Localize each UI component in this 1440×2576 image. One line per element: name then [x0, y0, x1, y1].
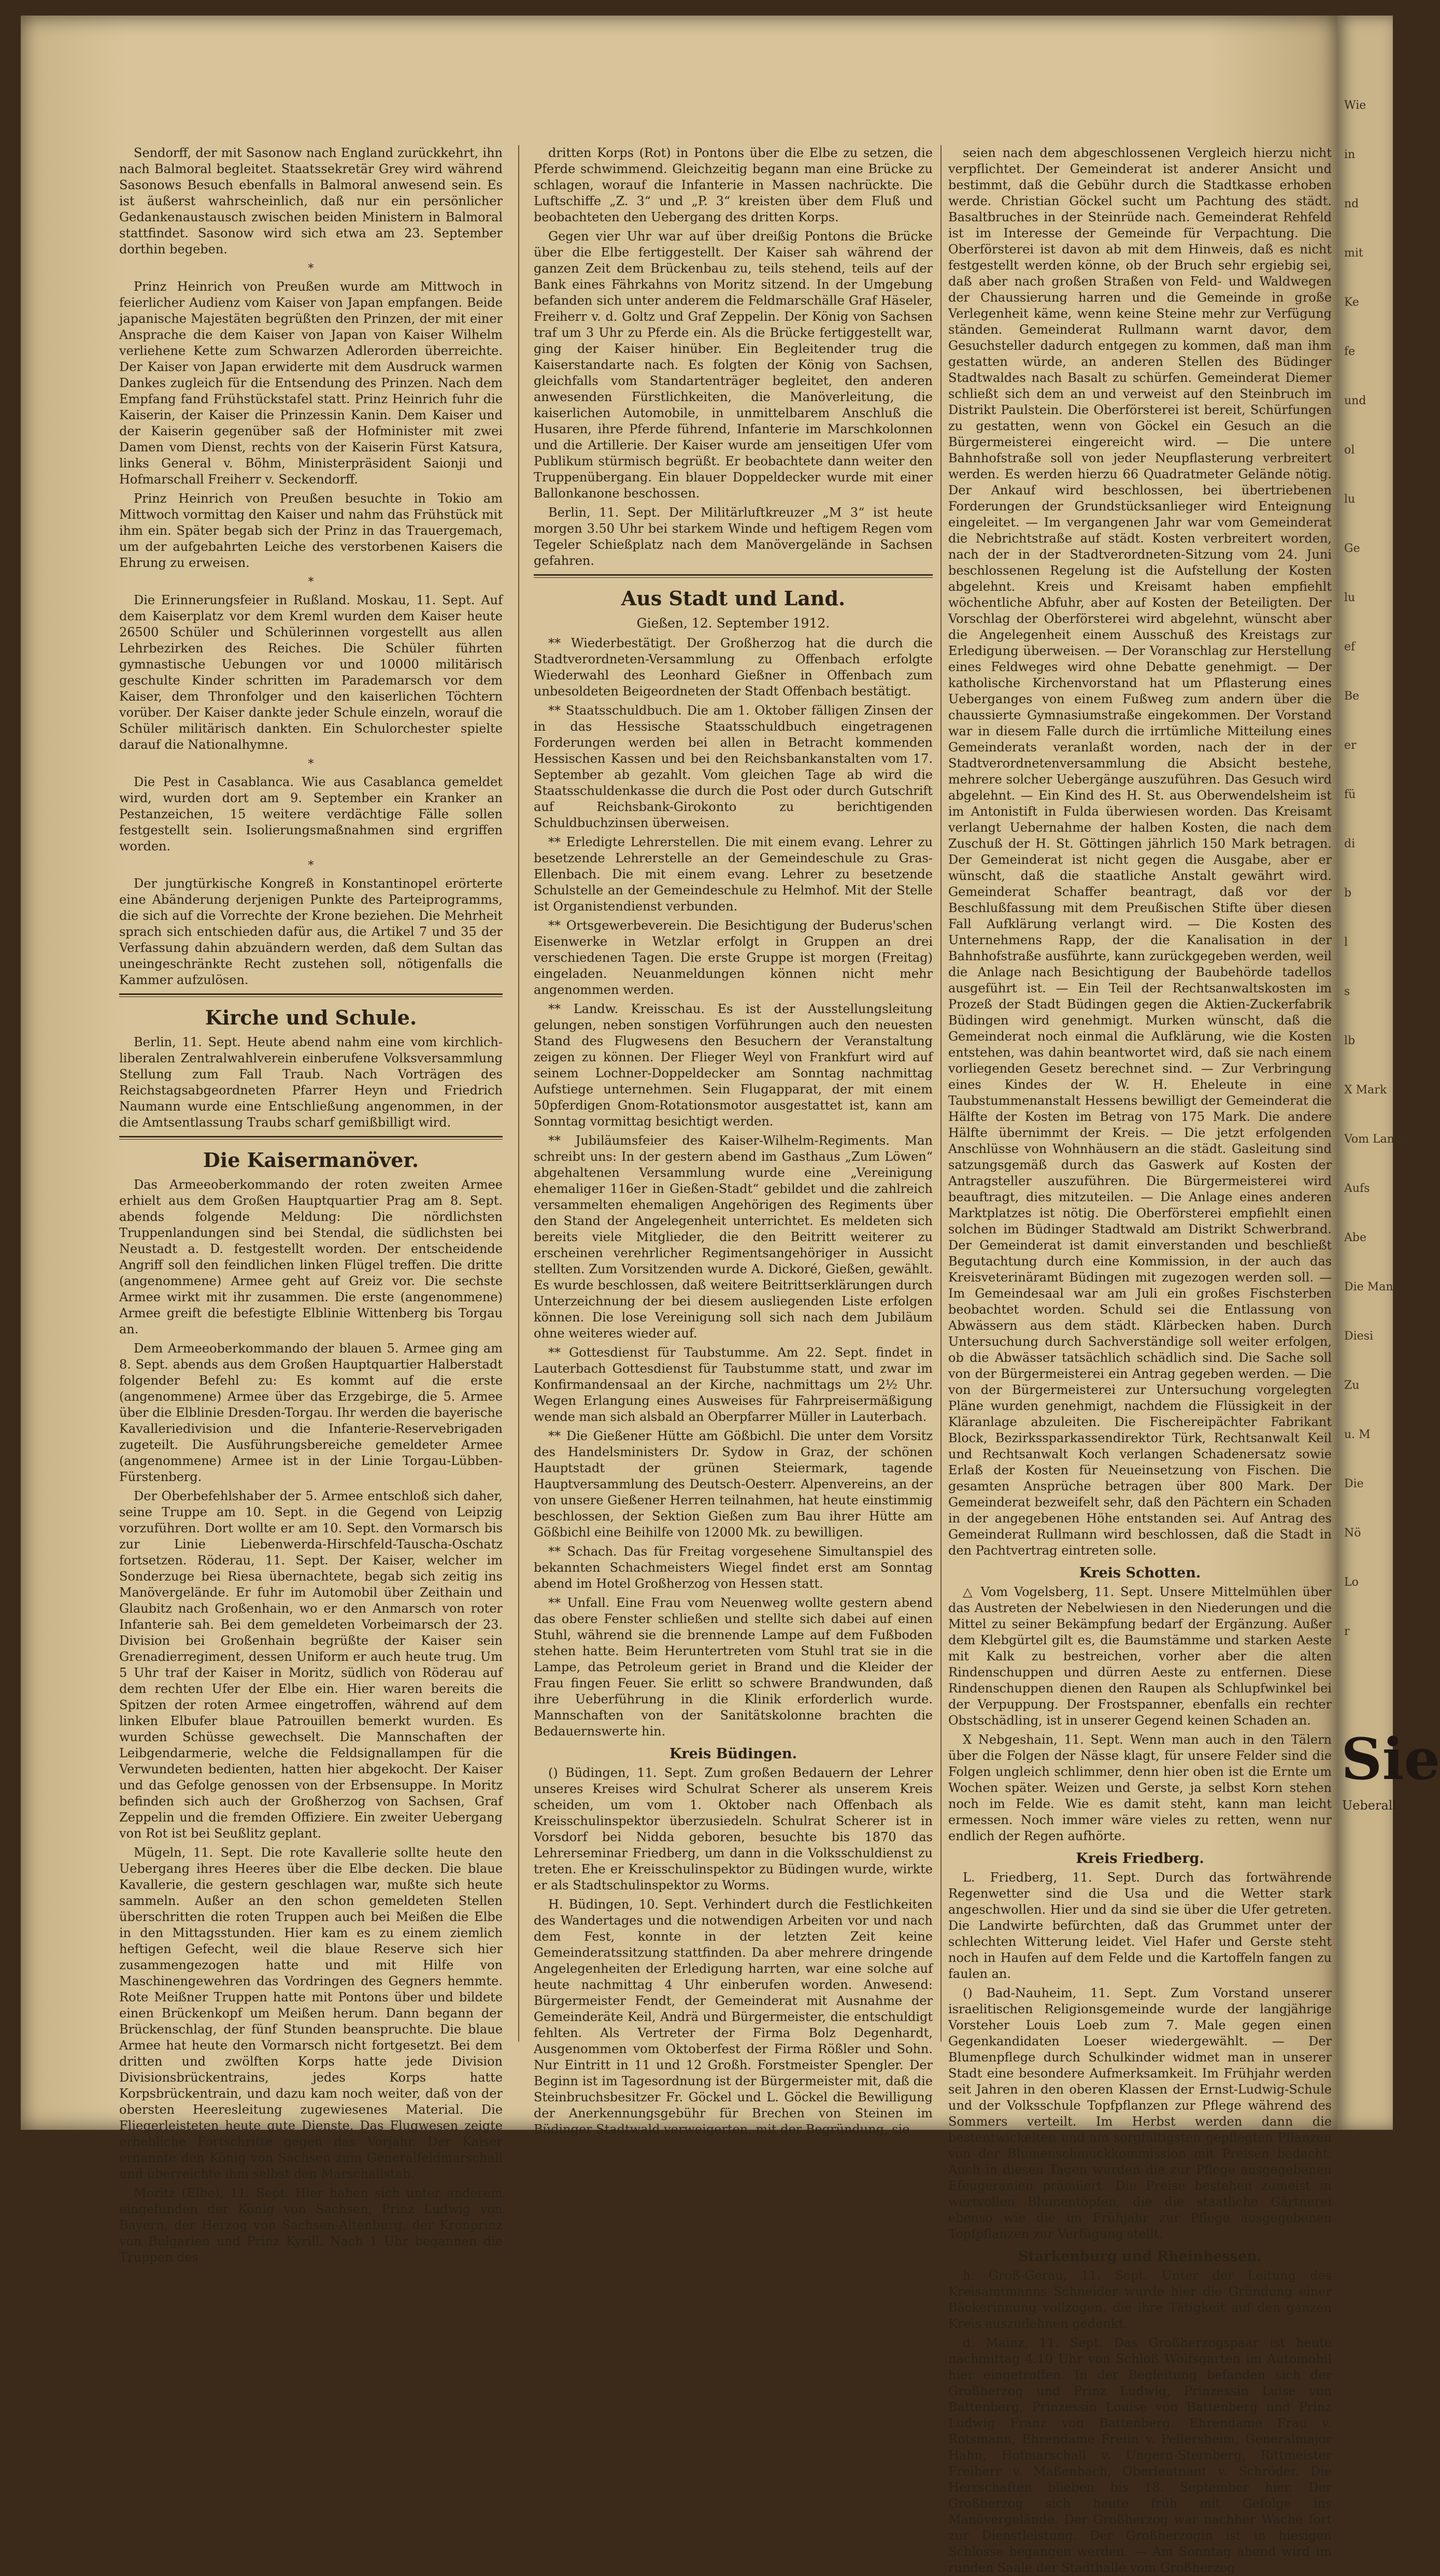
article-text: ** Die Gießener Hütte am Gößbichl. Die unter dem Vorsitz des Handelsministers Dr. Sydow in Graz, der schönen Hauptstadt der grünen Steiermark, tagende Hauptversammlung des Deutsch-Oesterr. Alpenvereins, an der von unsere Gießener Herren teilnahmen, hat heute einstimmig beschlossen, der Sektion Gießen zum Bau ihrer Hütte am Gößbichl eine Beihilfe von 12000 Mk. zu bewilligen. — [534, 1429, 933, 1540]
article-text: Das Armeeoberkommando der roten zweiten Armee erhielt aus dem Großen Hauptquartier Prag am 8. Sept. abends folgende Meldung: Die nördlichsten Truppenlandungen sind bei Stendal, die südlichsten bei Neustadt a. D. festgestellt worden. Der entscheidende Angriff soll den feindlichen linken Flügel treffen. Die dritte (angenommene) Armee geht auf Greiz vor. Die sechste Armee wirkt mit ihr zusammen. Die erste (angenommene) Armee greift die befestigte Elblinie Wittenberg bis Torgau an. — [119, 1177, 503, 1336]
adjacent-page-fragment: Vom Lands — [1344, 1133, 1408, 1146]
article-text: () Büdingen, 11. Sept. Zum großen Bedauern der Lehrer unseres Kreises wird Schulrat Scherer als unserem Kreis scheiden, um vom 1. Oktober nach Offenbach als Kreisschulinspektor überzusiedeln. Schulrat Scherer ist in Vorsdorf bei Nidda geboren, besuchte bis 1870 das Lehrerseminar Friedberg, um dann in die Volksschuldienst zu treten. Ehe er Kreisschulinspektor zu Büdingen wurde, wirkte er als Stadtschulinspektor zu Worms. — [534, 1766, 933, 1892]
adjacent-page-fragment: Ge — [1344, 542, 1360, 555]
article-text: Prinz Heinrich von Preußen wurde am Mittwoch in feierlicher Audienz vom Kaiser von Japan empfangen. Beide japanische Majestäten begrüßten den Prinzen, der mit einer Ansprache die dem Kaiser von Japan von Kaiser Wilhelm verliehene Kette zum Schwarzen Adlerorden überreichte. Der Kaiser von Japan erwiderte mit dem Ausdruck warmen Dankes zugleich für die Entsendung des Prinzen. Nach dem Empfang fand Frühstückstafel statt. Prinz Heinrich fuhr die Kaiserin, der Kaiser die Prinzessin Kanin. Dem Kaiser und der Kaiserin gegenüber saß der Hofminister mit zwei Damen vom Dienst, rechts von der Kaiserin Fürst Katsura, links General v. Böhm, Ministerpräsident Saionji und Hofmarschall Freiherr v. Seckendorff. — [119, 279, 503, 487]
adjacent-page-fragment: fü — [1344, 788, 1356, 801]
column-left — [119, 145, 503, 2265]
section-heading: Aus Stadt und Land. — [621, 587, 846, 610]
article-text: Gegen vier Uhr war auf über dreißig Pontons die Brücke über die Elbe fertiggestellt. Der Kaiser sah während der ganzen Zeit dem Brückenbau zu, teils stehend, teils auf der Bank eines Fährkahns von Moritz sitzend. In der Umgebung befanden sich unter anderem die Feldmarschälle Graf Häseler, Freiherr v. d. Goltz und Graf Zeppelin. Der König von Sachsen traf um 3 Uhr zu Pferde ein. Als die Brücke fertiggestellt war, ging der Kaiser hinüber. Ein Begleitender trug die Kaiserstandarte nach. Es folgten der König von Sachsen, gleichfalls vom Standartenträger begleitet, den anderen anwesenden Fürstlichkeiten, die Manöverleitung, die kaiserlichen Automobile, in unmittelbarem Anschluß die Husaren, ihre Pferde führend, Infanterie im Marschkolonnen und die Artillerie. Der Kaiser wurde am jenseitigen Ufer vom Publikum stürmisch begrüßt. Er beobachtete dann weiter den Truppenübergang. Ein blauer Doppeldecker wurde mit einer Ballonkanone beschossen. — [534, 229, 933, 501]
subsection-heading: Kreis Friedberg. — [1076, 1851, 1204, 1867]
section-heading: Kirche und Schule. — [205, 1006, 417, 1029]
adjacent-page-fragment: Diesi — [1344, 1330, 1374, 1343]
article-text: Prinz Heinrich von Preußen besuchte in Tokio am Mittwoch vormittag den Kaiser und nahm das Frühstück mit ihm ein. Später begab sich der Prinz in das Trauergemach, um der aufgebahrten Leiche des verstorbenen Kaisers die Ehrung zu erweisen. — [119, 491, 503, 570]
article-text: ** Wiederbestätigt. Der Großherzog hat die durch die Stadtverordneten-Versammlung zu Offenbach erfolgte Wiederwahl des Leonhard Gießner in Offenbach zum unbesoldeten Beigeordneten der Stadt Offenbach bestätigt. — [534, 636, 933, 699]
article-text: seien nach dem abgeschlossenen Vergleich hierzu nicht verpflichtet. Der Gemeinderat ist anderer Ansicht und bestimmt, daß die Gebühr durch die Stadtkasse erhoben werde. Christian Göckel sucht um Pachtung des städt. Basaltbruches in der Steinrüde nach. Gemeinderat Rehfeld ist im Interesse der Gemeinde für Verpachtung. Die Oberförsterei ist davon ab mit dem Hinweis, daß es nicht festgestellt werden könne, ob der Bruch sehr ergiebig sei, daß aber nach großen Straßen von Feld- und Waldwegen der Chaussierung harren und die Gemeinde in große Verlegenheit käme, wenn keine Steine mehr zur Verfügung ständen. Gemeinderat Rullmann warnt davor, dem Gesuchsteller dadurch entgegen zu kommen, daß man ihm gestatten würde, an anderen Stellen des Büdinger Stadtwaldes nach Basalt zu schürfen. Gemeinderat Diemer schließt sich dem an und verweist auf den Steinbruch im Distrikt Paulstein. Die Oberförsterei ist bereit, Schürfungen zu gestatten, wenn von Göckel ein Gesuch an die Bürgermeisterei eingereicht wird. — Die untere Bahnhofstraße soll von jeder Neupflasterung verbreitert werden. Es werden hierzu 66 Quadratmeter Gelände nötig. Der Ankauf wird beschlossen, bei übertriebenen Forderungen der Grundstücksanlieger wird Enteignung eingeleitet. — Im vergangenen Jahr war vom Gemeinderat die Nebrichtstraße auf städt. Kosten verbreitert worden, nach der in der Stadtverordneten-Sitzung vom 24. Juni beschlossenen Regelung ist die Aufstellung der Kosten abgelehnt. Kreis und Kreisamt haben empfiehlt wöchentliche Abfuhr, aber auf Kosten der Beteiligten. Der Vorschlag der Oberförsterei wird abgelehnt, wünscht aber die Angelegenheit einem Ausschuß des Kreistags zur Erledigung überweisen. — Der Voranschlag zur Herstellung eines Feldweges wird ohne Debatte genehmigt. — Der katholische Kirchenvorstand hat um Pflasterung eines Ueberganges von einem Fußweg zum andern über die chaussierte Gymnasiumstraße eingekommen. Der Vorstand war in diesem Falle durch die irrtümliche Mitteilung eines Gemeinderats veranlaßt worden, nach der in der Stadtverordnetenversammlung die Absicht bestehe, mehrere solcher Uebergänge auszuführen. Das Gesuch wird abgelehnt. — Ein Kind des H. St. aus Oberwendelsheim ist im Antonistift in Fulda überwiesen worden. Das Kreisamt verlangt Uebernahme der halben Kosten, die nach dem Zuschuß der H. St. Göttingen jährlich 150 Mark betragen. Der Gemeinderat ist nicht gegen die Ausgabe, aber er wünscht, daß die staatliche Anstalt gewährt wird. Gemeinderat Schaffer beantragt, daß vor der Beschlußfassung mit dem Preußischen Stifte über diesen Fall Aufklärung verlangt wird. — Die Kosten des Unternehmens Rapp, der die Kanalisation in der Bahnhofstraße ausführte, kann zurückgegeben werden, weil die Anlage nach Besichtigung der Baubehörde tadellos ausgeführt ist. — Ein Teil der Rechtsanwaltskosten im Prozeß der Stadt Büdingen gegen die Aktien-Zuckerfabrik Büdingen wird genehmigt. Murken wünscht, daß die Gemeinderat noch einmal die Aufklärung, wie die Kosten entstehen, was dahin beantwortet wird, daß sie nach einem vorliegenden Gesetz berechnet sind. — Zur Verbringung eines Kindes der W. H. Eheleute in eine Taubstummenanstalt Hessens bewilligt der Gemeinderat die Hälfte der Kosten im Betrag von 175 Mark. Die andere Hälfte übernimmt der Kreis. — Die jetzt erfolgenden Anschlüsse von Wohnhäusern an die städt. Gasleitung sind satzungsgemäß durch das Gaswerk auf Kosten der Antragsteller auszuführen. Die Bürgermeisterei wird beauftragt, dies mitzuteilen. — Die Anlage eines anderen Marktplatzes ist nötig. Die Oberförsterei empfiehlt einen solchen im Büdinger Stadtwald am Distrikt Schwerbrand. Der Gemeinderat ist damit einverstanden und beschließt Begutachtung durch eine Kommission, in der auch das Kreisveterinäramt Büdingen mit zugezogen werden soll. — Im Gemeindesaal war am Juli ein großes Fischsterben beobachtet worden. Schuld sei die Entlassung von Abwässern aus dem städt. Klärbecken haben. Durch Untersuchung durch Sachverständige soll weiter erfolgen, ob die Abwässer tatsächlich schädlich sind. Die Sache soll von der Bürgermeisterei ein Antrag gegeben werden. — Die von der Bürgermeisterei zur Untersuchung vorgelegten Pläne wurden genehmigt, nachdem die Flüssigkeit in der Kläranlage abzuleiten. Die Fischereipächter Fabrikant Block, Bezirkssparkassendirektor Türk, Rechtsanwalt Keil und Rechtsanwalt Koch verlangen Schadenersatz sowie Erlaß der Kosten für Neueinsetzung von Fischen. Die gesamten Ansprüche betragen über 800 Mark. Der Gemeinderat bezweifelt sehr, daß den Pächtern ein Schaden in der angegebenen Höhe entstanden sei. Auf Antrag des Gemeinderat Rullmann wird beschlossen, daß die Stadt in den Pachtvertrag eintreten solle. — [948, 146, 1332, 1558]
adjacent-page-fragment: ol — [1344, 444, 1355, 457]
adjacent-page-fragment: X Mark — [1344, 1084, 1387, 1097]
article-text: Der jungtürkische Kongreß in Konstantinopel erörterte eine Abänderung derjenigen Punkte des Parteiprogramms, die sich auf die Vorrechte der Krone beziehen. Die Mehrheit sprach sich entschieden dafür aus, die Artikel 7 und 35 der Verfassung dahin abzuändern werden, daß dem Sultan das uneingeschränkte Recht zustehen soll, nötigenfalls die Kammer aufzulösen. — [119, 876, 503, 987]
adjacent-page-fragment: lu — [1344, 493, 1356, 506]
adjacent-page-fragment: er — [1344, 739, 1357, 752]
separator-star: * — [308, 576, 314, 589]
adjacent-ad-text: Ueberall — [1342, 1798, 1397, 1813]
adjacent-page-fragment: mit — [1344, 247, 1363, 260]
article-text: h. Groß-Gerau, 11. Sept. Unter der Leitung des Kreisamtmanns Schneider wurde hier die Gründung einer Bäckerinnung vollzogen, die ihre Tätigkeit auf den ganzen Kreis auszudehnen gedenkt. — [948, 2268, 1332, 2331]
adjacent-page-fragment: l — [1344, 936, 1348, 949]
dateline: Gießen, 12. September 1912. — [636, 616, 830, 631]
adjacent-page-fragment: s — [1344, 985, 1350, 998]
adjacent-page-fragment: b — [1344, 887, 1352, 900]
separator-star: * — [308, 859, 314, 872]
article-text: ** Gottesdienst für Taubstumme. Am 22. Sept. findet in Lauterbach Gottesdienst für Taubstumme statt, und zwar im Konfirmandensaal an der Kirche, nachmittags um 2½ Uhr. Wegen Erlangung eines Ausweises für Fahrpreisermäßigung wende man sich alsbald an Oberpfarrer Müller in Lauterbach. — [534, 1345, 933, 1424]
article-text: Sendorff, der mit Sasonow nach England zurückkehrt, ihn nach Balmoral begleitet. Staatssekretär Grey wird während Sasonows Besuch ebenfalls in Balmoral anwesend sein. Es ist äußerst wahrscheinlich, daß nur ein persönlicher Gedankenaustausch zwischen beiden Ministern in Balmoral stattfindet. Sasonow wird sich etwa am 23. September dorthin begeben. — [119, 146, 503, 257]
subsection-heading: Starkenburg und Rheinhessen. — [1018, 2248, 1262, 2265]
adjacent-page-fragment: Lo — [1344, 1576, 1359, 1589]
adjacent-page-fragment: Abe — [1344, 1231, 1366, 1244]
subsection-heading: Kreis Büdingen. — [669, 1746, 797, 1762]
article-text: ** Erledigte Lehrerstellen. Die mit einem evang. Lehrer zu besetzende Lehrerstelle an der Gemeindeschule zu Gras-Ellenbach. Die mit einem evang. Lehrer zu besetzende Schulstelle an der Gemeindeschule zu Helmhof. Mit der Stelle ist Organistendienst verbunden. — [534, 835, 933, 914]
article-text: Berlin, 11. Sept. Der Militärluftkreuzer „M 3“ ist heute morgen 3.50 Uhr bei starkem Winde und heftigem Regen vom Tegeler Schießplatz nach dem Manövergelände in Sachsen gefahren. — [534, 505, 933, 568]
adjacent-page-fragment: Nö — [1344, 1527, 1361, 1540]
adjacent-page-fragment: in — [1344, 148, 1356, 161]
article-text: ** Schach. Das für Freitag vorgesehene Simultanspiel des bekannten Schachmeisters Wiegel findet erst am Sonntag abend im Hotel Großherzog von Hessen statt. — [534, 1544, 933, 1591]
article-text: d. Mainz, 11. Sept. Das Großherzogspaar ist heute nachmittag 4.10 Uhr von Schloß Wolfsgarten im Automobil hier eingetroffen. In der Begleitung befanden sich der Großherzog und Prinz Ludwig, Prinzessin Luise von Battenberg, Prinzessin Louise von Battenberg und Prinz Ludwig Franz von Battenberg. Ehrendame Frau v. Rotsmann, Ehrendame Freiin v. Pellersheim, Generalmajor Hahn, Hofmarschall v. Ungern-Sternberg, Rittmeister Freiherr v. Maßenbach, Oberleutnant v. Schröder. Die Herrschaften blieben bis 18. September hier. Der Großherzog sich heute früh mit Gefolge ins Manövergelände. Der Großherzog war nachher Wache fort zur Dienstleistung. Der Großherzogin ist in hiesigen Schlosse begangen werden. — Am Sonntag abend wird im runden Saale der Stadthalle vom Großherzog — [948, 2336, 1332, 2575]
article-text: Mügeln, 11. Sept. Die rote Kavallerie sollte heute den Uebergang ihres Heeres über die Elbe decken. Die blaue Kavallerie, die gestern geschlagen war, mußte sich heute sammeln. Außer an den schon gemeldeten Stellen überschritten die roten Truppen auch bei Meißen die Elbe in den Mittagsstunden. Hier kam es zu einem ziemlich heftigen Gefecht, weil die blaue Reserve sich hier zusammengezogen hatte und mit Hilfe von Maschinengewehren das Vordringen des Gegners hemmte. Rote Meißner Truppen hatte mit Pontons über und bildete einen Brückenkopf um Meißen herum. Dann begann der Brückenschlag, der fünf Stunden beanspruchte. Die blaue Armee hat heute den Vormarsch nicht fortgesetzt. Bei dem dritten und zwölften Korps hatte jede Division Divisionsbrückentrains, jedes Korps hatte Korpsbrückentrain, und dazu kam noch weiter, daß von der obersten Heeresleitung zugewiesenes Material. Die Fliegerleisteten heute gute Dienste. Das Flugwesen zeigte erhebliche Fortschritte gegen das Vorjahr. Der Kaiser ernannte den König von Sachsen zum Generalfeldmarschall und überreichte ihm selbst den Marschallstab. — [119, 1845, 503, 2181]
article-text: Die Erinnerungsfeier in Rußland. Moskau, 11. Sept. Auf dem Kaiserplatz vor dem Kreml wurden dem Kaiser heute 26500 Schüler und Schülerinnen vorgestellt aus allen Lehrbezirken des Reiches. Die Schüler führten gymnastische Uebungen vor und 10000 militärisch geschulte Kinder schritten im Parademarsch vor dem Kaiser, dem Thronfolger und den kaiserlichen Töchtern vorüber. Der Kaiser dankte jeder Schule einzeln, worauf die Schüler militärisch dankten. Ein Schulorchester spielte darauf die Nationalhymne. — [119, 593, 503, 752]
article-text: Berlin, 11. Sept. Heute abend nahm eine vom kirchlich-liberalen Zentralwahlverein einberufene Volksversammlung Stellung zum Fall Traub. Nach Vorträgen des Reichstagsabgeordneten Pfarrer Heyn und Friedrich Naumann wurde eine Entschließung angenommen, in der die Amtsentlassung Traubs scharf gemißbilligt wird. — [119, 1035, 503, 1130]
adjacent-page-fragment: fe — [1344, 345, 1356, 358]
adjacent-page-fragment: Die — [1344, 1477, 1364, 1490]
separator-star: * — [308, 758, 314, 771]
adjacent-page-fragment: di — [1344, 837, 1356, 850]
article-text: ** Ortsgewerbeverein. Die Besichtigung der Buderus'schen Eisenwerke in Wetzlar erfolgt in Gruppen an drei verschiedenen Tagen. Die erste Gruppe ist morgen (Freitag) eingeladen. Neuanmeldungen können nicht mehr angenommen werden. — [534, 918, 933, 997]
adjacent-page-fragment: Wie — [1344, 99, 1366, 112]
article-text: ** Jubiläumsfeier des Kaiser-Wilhelm-Regiments. Man schreibt uns: In der gestern abend im Gasthaus „Zum Löwen“ abgehaltenen Versammlung wurde eine „Vereinigung ehemaliger 116er in Gießen-Stadt“ gebildet und die zahlreich versammelten ehemaligen Angehörigen des Regiments über den Stand der Angelegenheit unterrichtet. Es meldeten sich bereits viele Mitglieder, die den Beitritt weiterer zu erscheinen verehrlicher Regimentsangehöriger in Aussicht stellten. Zum Vorsitzenden wurde A. Dickoré, Gießen, gewählt. Es wurde beschlossen, daß weitere Beitrittserklärungen durch Unterzeichnung der bei diesem ausliegenden Liste erfolgen können. Die lose Vereinigung soll sich nach dem Jubiläum ohne weiteres wieder auf. — [534, 1133, 933, 1341]
section-rule — [534, 574, 933, 578]
article-text: ** Landw. Kreisschau. Es ist der Ausstellungsleitung gelungen, neben sonstigen Vorführungen auch den neuesten Stand des Flugwesens den Besuchern der Veranstaltung zeigen zu können. Der Flieger Weyl von Frankfurt wird auf seinem Lochner-Doppeldecker am Sonntag nachmittag Aufstiege unternehmen. Sein Flugapparat, der mit einem 50pferdigen Gnom-Rotationsmotor ausgestattet ist, kann am Sonntag vormittag besichtigt werden. — [534, 1002, 933, 1129]
article-text: H. Büdingen, 10. Sept. Verhindert durch die Festlichkeiten des Wandertages und die notwendigen Arbeiten vor und nach dem Fest, konnte in der letzten Zeit keine Gemeinderatssitzung stattfinden. Da aber mehrere dringende Angelegenheiten der Erledigung harrten, war eine solche auf heute nachmittag 4 Uhr einberufen worden. Anwesend: Bürgermeister Fendt, der Gemeinderat mit Ausnahme der Gemeinderäte Keil, Andrä und Bürgermeister, die entschuldigt fehlten. Als Vertreter der Firma Bolz Degenhardt, Ausgenommen vom Oktoberfest der Firma Rößler und Sohn. Nur Eintritt in 11 und 12 Großh. Forstmeister Spengler. Der Beginn ist im Tagesordnung ist der Bürgermeister mit, daß die Steinbruchsbesitzer Fr. Göckel und L. Göckel die Bewilligung der Anerkennungsgebühr für Brechen von Steinen im Büdinger Stadtwald verweigerten, mit der Begründung, sie — [534, 1897, 933, 2137]
article-text: ** Staatsschuldbuch. Die am 1. Oktober fälligen Zinsen der in das Hessische Staatsschuldbuch eingetragenen Forderungen werden bei allen in Betracht kommenden Hessischen Kassen und bei den Reichsbankanstalten vom 17. September ab gezahlt. Vom gleichen Tage ab wird die Staatsschuldenkasse die durch die Post oder durch Gutschrift auf Reichsbank-Girokonto zu berichtigenden Schuldbuchzinsen überweisen. — [534, 703, 933, 830]
adjacent-page-fragment: Be — [1344, 690, 1360, 703]
article-text: L. Friedberg, 11. Sept. Durch das fortwährende Regenwetter sind die Usa und die Wetter stark angeschwollen. Hier und da sind sie über die Ufer getreten. Die Landwirte befürchten, daß das Grummet unter der schlechten Witterung leidet. Viel Hafer und Gerste steht noch in Haufen auf dem Felde und die Kartoffeln fangen zu faulen an. — [948, 1870, 1332, 1981]
section-rule — [119, 993, 503, 997]
column-right — [948, 145, 1332, 2575]
adjacent-ad-heading: Sie — [1341, 1726, 1440, 1792]
adjacent-page-fragment: nd — [1344, 197, 1359, 210]
article-text: Der Oberbefehlshaber der 5. Armee entschloß sich daher, seine Truppe am 10. Sept. in die Gegend von Leipzig vorzuführen. Dort wollte er am 10. Sept. den Vormarsch bis zur Linie Liebenwerda-Hirschfeld-Tauscha-Oschatz fortsetzen. Röderau, 11. Sept. Der Kaiser, welcher im Sonderzuge bei Riesa übernachtete, begab sich zeitig ins Manövergelände. Er fuhr im Automobil über Zeithain und Glaubitz nach Großenhain, wo er den Anmarsch von roter Infanterie sah. Bei dem gemeldeten Vorbeimarsch der 23. Division bei Großenhain begrüßte der Kaiser sein Grenadierregiment, dessen Uniform er auch heute trug. Um 5 Uhr traf der Kaiser in Moritz, südlich von Röderau auf dem rechten Ufer der Elbe ein. Hier waren bereits die Spitzen der roten Armee eingetroffen, während auf dem linken Elbufer blaue Patrouillen bemerkt wurden. Es wurden Schüsse gewechselt. Die Mannschaften der Leibgendarmerie, welche die Feldsignallampen für die Verwundeten bedienten, hatten hier abgekocht. Der Kaiser und das Gefolge genossen von der Erbsensuppe. In Moritz befinden sich auch der Großherzog von Sachsen, Graf Zeppelin und die fremden Offiziere. Ein zweiter Uebergang von Rot ist bei Seußlitz geplant. — [119, 1489, 503, 1841]
adjacent-page-fragment: Zu — [1344, 1379, 1360, 1392]
adjacent-page-edge — [1337, 16, 1440, 2130]
article-text: Dem Armeeoberkommando der blauen 5. Armee ging am 8. Sept. abends aus dem Großen Hauptquartier Halberstadt folgender Befehl zu: Es kommt auf die erste (angenommene) Armee über das Erzgebirge, die 5. Armee über die Elblinie Dresden-Torgau. Ihr werden die bayerische Kavalleriedivision und die Infanterie-Reservebrigaden zugeteilt. Die Ausführungsbereiche gemeldeter Armee (angenommene) Armee ist in der Linie Torgau-Lübben-Fürstenberg. — [119, 1341, 503, 1484]
article-text: dritten Korps (Rot) in Pontons über die Elbe zu setzen, die Pferde schwimmend. Gleichzeitig begann man eine Brücke zu schlagen, worauf die Infanterie in Massen nachrückte. Die Luftschiffe „Z. 3“ und „P. 3“ kreisten über dem Fluß und beobachteten den Uebergang des dritten Korps. — [534, 146, 933, 224]
section-heading: Die Kaisermanöver. — [203, 1148, 419, 1172]
adjacent-page-fragment: lb — [1344, 1034, 1356, 1047]
newspaper-page — [21, 16, 1337, 2575]
article-text: X Nebgeshain, 11. Sept. Wenn man auch in den Tälern über die Folgen der Nässe klagt, für unsere Felder sind die Folgen ungleich schlimmer, denn hier oben ist die Ernte um Wochen später. Weizen und Gerste, ja selbst Korn stehen noch im Felde. Wie es damit steht, kann man leicht ermessen. Noch immer wäre vieles zu retten, wenn nur endlich der Regen aufhörte. — [948, 1732, 1332, 1843]
article-text: () Bad-Nauheim, 11. Sept. Zum Vorstand unserer israelitischen Religionsgemeinde wurde der langjährige Vorsteher Louis Loeb zum 7. Male gegen einen Gegenkandidaten Loeser wiedergewählt. — Der Blumenpflege durch Schulkinder widmet man in unserer Stadt eine besondere Aufmerksamkeit. Im Frühjahr werden seit Jahren in den oberen Klassen der Ernst-Ludwig-Schule und der Volksschule Topfpflanzen zur Pflege während des Sommers verteilt. Im Herbst werden dann die bestentwickelten und am sorgfältigsten gepflegten Pflanzen von der Blumenschmuckkommission mit Preisen bedacht. Auch in diesen Tagen wurden die zur Pflege ausgegebenen Efeugeranien prämiiert. Die Preise bestehen zumeist in wertvollen Blumentöpfen, die die staatliche Gärtnerei ebenso wie die im Frühjahr zur Pflege ausgegebenen Topfpflanzen zur Verfügung stellt. — [948, 1986, 1332, 2241]
adjacent-page-fragment: Ke — [1344, 296, 1359, 309]
adjacent-page-fragment: Aufs — [1344, 1182, 1370, 1195]
article-text: △ Vom Vogelsberg, 11. Sept. Unsere Mittelmühlen über das Austreten der Nebelwiesen in den Niederungen und die Mittel zu seiner Bekämpfung bedarf der Ergänzung. Außer dem Klebgürtel gilt es, die Baumstämme und starken Aeste mit Kalk zu bestreichen, vorher aber die alten Rindenschuppen und dürren Aeste zu entfernen. Diese Rindenschuppen dienen den Raupen als Schlupfwinkel bei der Verpuppung. Der Frostspanner, ebenfalls ein rechter Obstschädling, ist in unserer Gegend keinen Schaden an. — [948, 1585, 1332, 1728]
subsection-heading: Kreis Schotten. — [1079, 1565, 1201, 1581]
column-middle — [534, 145, 933, 2137]
adjacent-page-fragment: r — [1344, 1625, 1350, 1638]
column-rule — [518, 145, 519, 2042]
adjacent-page-fragment: Die Manö — [1344, 1280, 1400, 1293]
adjacent-page-fragment: und — [1344, 394, 1366, 407]
article-text: ** Unfall. Eine Frau vom Neuenweg wollte gestern abend das obere Fenster schließen und stellte sich dabei auf einen Stuhl, während sie die brennende Lampe auf dem Fußboden stehen hatte. Beim Heruntertreten vom Stuhl trat sie in die Lampe, das Petroleum geriet in Brand und die Kleider der Frau fingen Feuer. Sie erlitt so schwere Brandwunden, daß ihre Ueberführung in die Klinik erforderlich wurde. Mannschaften von der Sanitätskolonne brachten die Bedauernswerte hin. — [534, 1596, 933, 1739]
separator-star: * — [308, 262, 314, 275]
article-text: Moritz (Elbe), 11. Sept. Hier haben sich unter anderem eingefunden der König von Sachsen, Prinz Ludwig von Bayern, der Herzog von Sachsen-Altenburg, der Kronprinz von Bulgarien und Prinz Kyrill. Nach 1 Uhr begannen die Truppen des — [119, 2186, 503, 2265]
adjacent-page-fragment: lu — [1344, 591, 1356, 604]
adjacent-page-fragment: ef — [1344, 641, 1356, 653]
adjacent-page-fragment: u. M — [1344, 1428, 1371, 1441]
article-text: Die Pest in Casablanca. Wie aus Casablanca gemeldet wird, wurden dort am 9. September ein Kranker an Pestanzeichen, 15 weitere verdächtige Fälle sollen festgestellt sein. Isolierungsmaßnahmen sind ergriffen worden. — [119, 775, 503, 853]
section-rule — [119, 1136, 503, 1140]
column-rule — [940, 145, 942, 2042]
